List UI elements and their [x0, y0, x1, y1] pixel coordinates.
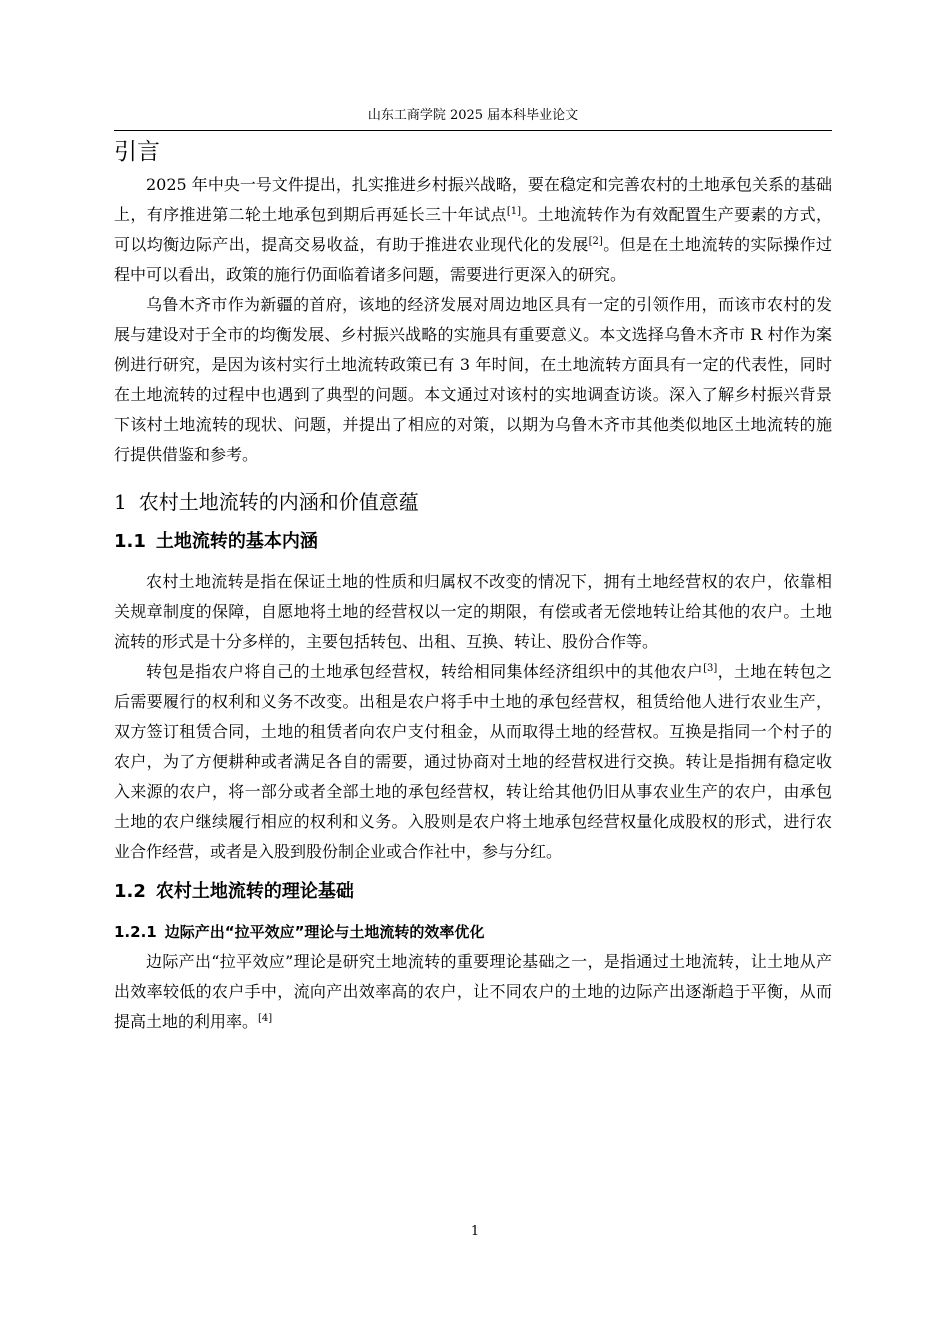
section-number: 1.1	[114, 531, 146, 552]
intro-paragraph-2	[114, 290, 832, 470]
section-1-1-paragraph-1	[114, 567, 832, 657]
text-segment: 。土地流转作为有效配置生产要素的方式，可以均衡边际产出，提高交易收益，有助于推进农业现代化的发展	[114, 205, 832, 254]
citation-2: [2]	[588, 236, 603, 247]
section-1-2-heading	[114, 877, 832, 907]
citation-1: [1]	[506, 206, 521, 217]
section-title: 农村土地流转的内涵和价值意蕴	[138, 490, 419, 514]
text-segment: ，土地在转包之后需要履行的权利和义务不改变。出租是农户将手中土地的承包经营权，租赁给他人进行农业生产，双方签订租赁合同，土地的租赁者向农户支付租金，从而取得土地的经营权。互换是指同一个村子的农户，为了方便耕种或者满足各自的需要，通过协商对土地的经营权进行交换。转让是指拥有稳定收入来源的农户，将一部分或者全部土地的承包经营权，转让给其他仍旧从事农业生产的农户，由承包土地的农户继续履行相应的权利和义务。入股则是农户将土地承包经营权量化成股权的形式，进行农业合作经营，或者是入股到股份制企业或合作社中，参与分红。	[114, 662, 832, 861]
section-1-2-1-paragraph-1	[114, 947, 832, 1037]
intro-heading: 引言	[114, 139, 160, 165]
section-number: 1	[114, 490, 127, 514]
citation-3: [3]	[703, 663, 718, 674]
section-title: 农村土地流转的理论基础	[155, 881, 354, 902]
text-segment: 。但是在土地流转的实际操作过程中可以看出，政策的施行仍面临着诸多问题，需要进行更深入的研究。	[114, 235, 832, 284]
intro-paragraph-1	[114, 170, 832, 290]
section-number: 1.2.1	[114, 923, 157, 941]
section-1-1-paragraph-2	[114, 657, 832, 867]
section-number: 1.2	[114, 881, 146, 902]
page-number: 1	[470, 1224, 480, 1239]
text-segment: 2025 年中央一号文件提出，扎实推进乡村振兴战略，要在稳定和完善农村的土地承包关系的基础上，有序推进第二轮土地承包到期后再延长三十年试点	[114, 175, 832, 224]
text-segment: 农村土地流转是指在保证土地的性质和归属权不改变的情况下，拥有土地经营权的农户，依靠相关规章制度的保障，自愿地将土地的经营权以一定的期限，有偿或者无偿地转让给其他的农户。土地流转的形式是十分多样的，主要包括转包、出租、互换、转让、股份合作等。	[114, 572, 832, 651]
text-segment: 边际产出“拉平效应”理论是研究土地流转的重要理论基础之一，是指通过土地流转，让土地从产出效率较低的农户手中，流向产出效率高的农户，让不同农户的土地的边际产出逐渐趋于平衡，从而提高土地的利用率。	[114, 952, 832, 1031]
page-header: 山东工商学院 2025 届本科毕业论文	[114, 104, 832, 131]
section-1-2-1-heading	[114, 917, 832, 947]
citation-4: [4]	[258, 1013, 273, 1024]
section-title: 边际产出“拉平效应”理论与土地流转的效率优化	[164, 923, 485, 941]
text-segment: 乌鲁木齐市作为新疆的首府，该地的经济发展对周边地区具有一定的引领作用，而该市农村的发展与建设对于全市的均衡发展、乡村振兴战略的实施具有重要意义。本文选择乌鲁木齐市 R 村作为案例进行研究，是因为该村实行土地流转政策已有 3 年时间，在土地流转方面具有一定的代表性，同时在土地流转的过程中也遇到了典型的问题。本文通过对该村的实地调查访谈。深入了解乡村振兴背景下该村土地流转的现状、问题，并提出了相应的对策，以期为乌鲁木齐市其他类似地区土地流转的施行提供借鉴和参考。	[114, 295, 832, 464]
section-title: 土地流转的基本内涵	[155, 531, 318, 552]
section-1-heading	[114, 487, 832, 517]
text-segment: 转包是指农户将自己的土地承包经营权，转给相同集体经济组织中的其他农户	[146, 662, 704, 681]
section-1-1-heading	[114, 527, 832, 557]
document-body	[114, 134, 832, 1037]
